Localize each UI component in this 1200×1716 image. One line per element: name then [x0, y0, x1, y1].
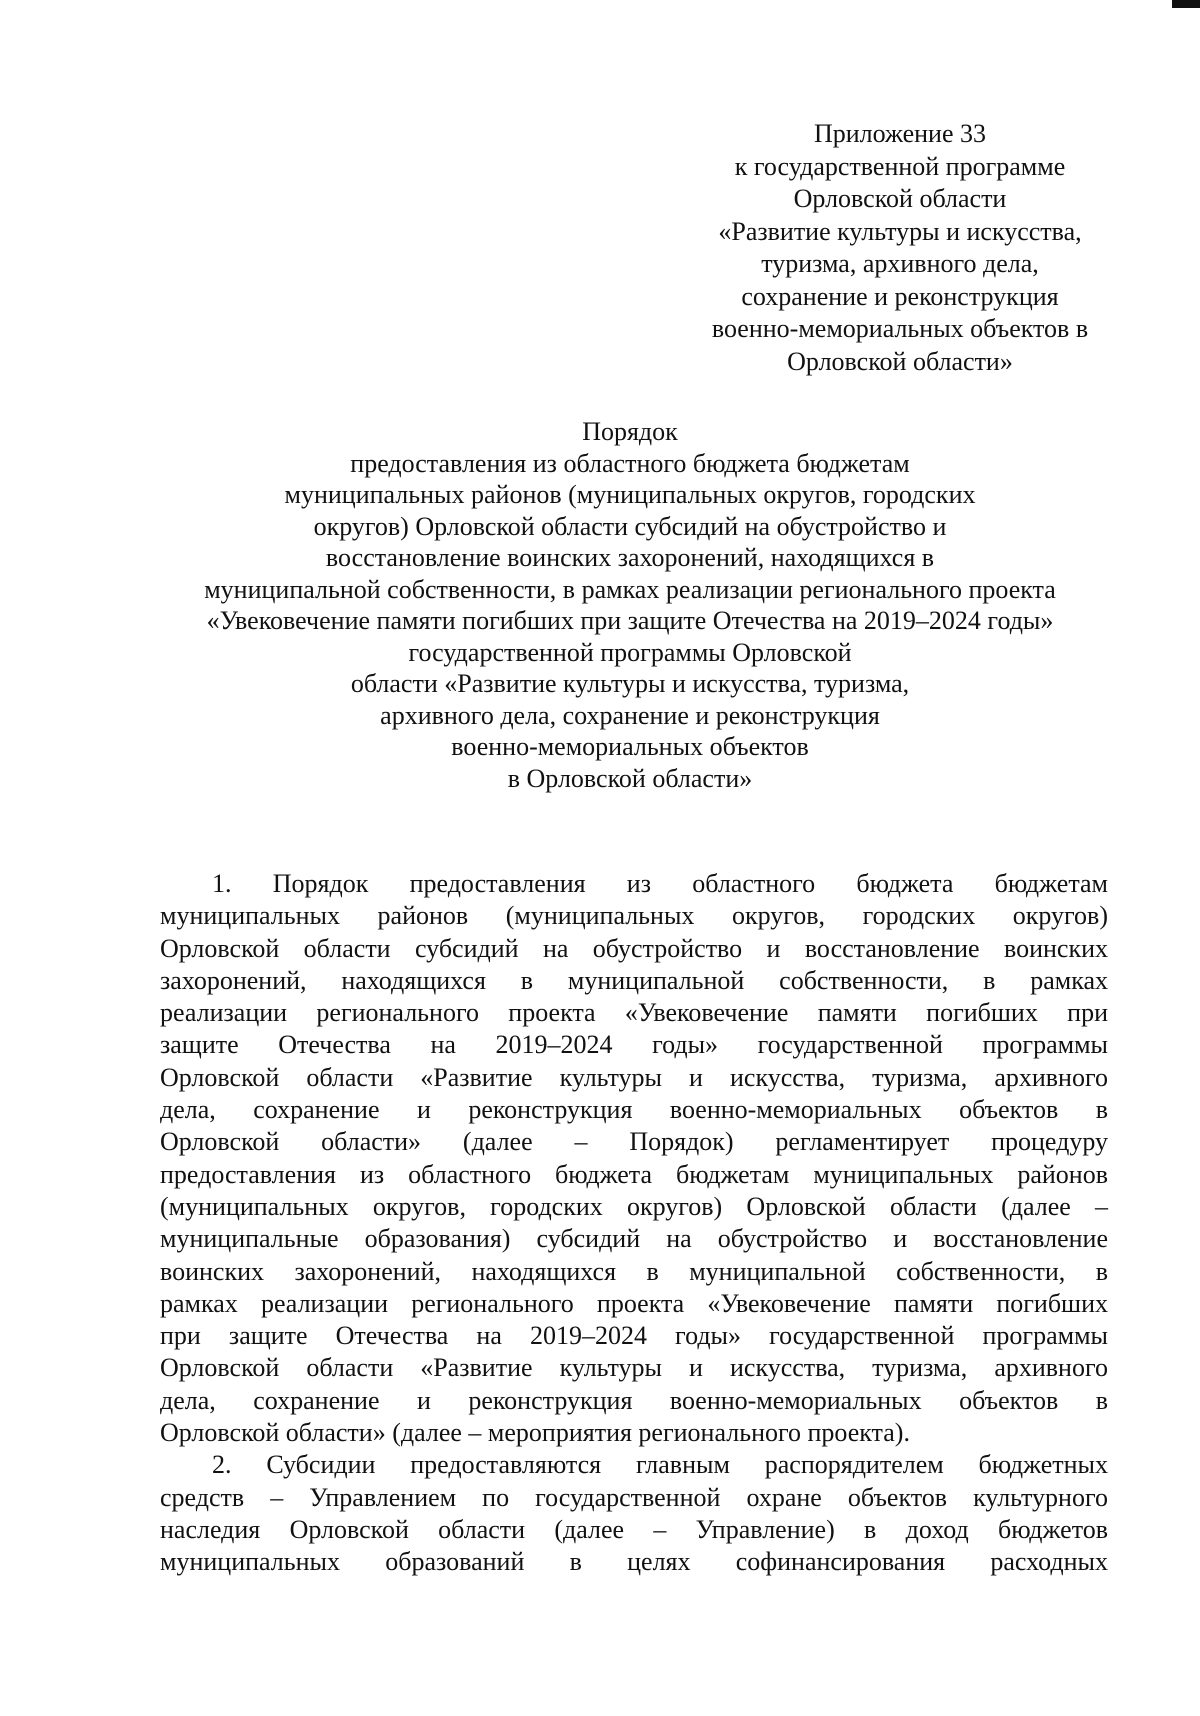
body-line: воинских захоронений, находящихся в муниципальной собственности, в — [160, 1256, 1108, 1286]
body-line: 2. Субсидии предоставляются главным распорядителем бюджетных — [212, 1450, 1108, 1480]
body-line: Орловской области «Развитие культуры и искусства, туризма, архивного — [160, 1062, 1108, 1092]
title-line: «Увековечение памяти погибших при защите Отечества на 2019–2024 годы» — [206, 606, 1054, 635]
body-line: Орловской области «Развитие культуры и искусства, туризма, архивного — [160, 1353, 1108, 1383]
body-line: Орловской области» (далее – мероприятия регионального проекта). — [160, 1418, 910, 1448]
title-line: восстановление воинских захоронений, находящихся в — [325, 543, 935, 572]
title-line: муниципальных районов (муниципальных округов, городских — [284, 480, 976, 509]
title-line: Порядок — [582, 417, 678, 446]
body-line: муниципальных образований в целях софинансирования расходных — [160, 1547, 1108, 1577]
body-line: (муниципальных округов, городских округов) Орловской области (далее – — [160, 1191, 1108, 1221]
body-line: муниципальные образования) субсидий на обустройство и восстановление — [160, 1224, 1108, 1254]
paragraph-1 — [160, 868, 1108, 1449]
body-line: при защите Отечества на 2019–2024 годы» государственной программы — [160, 1321, 1108, 1351]
body-line: реализации регионального проекта «Увековечение памяти погибших при — [160, 998, 1108, 1028]
body-line: средств – Управлением по государственной охране объектов культурного — [160, 1482, 1108, 1512]
title-line: государственной программы Орловской — [408, 637, 852, 667]
body-line: муниципальных районов (муниципальных округов, городских округов) — [160, 901, 1108, 931]
title-line: округов) Орловской области субсидий на обустройство и — [313, 511, 947, 541]
body-line: наследия Орловской области (далее – Управление) в доход бюджетов — [160, 1514, 1108, 1544]
appendix-line: Приложение 33 — [813, 119, 987, 148]
appendix-line: туризма, архивного дела, — [761, 249, 1039, 278]
body-line: рамках реализации регионального проекта «Увековечение памяти погибших — [160, 1288, 1108, 1318]
title-line: муниципальной собственности, в рамках реализации регионального проекта — [204, 574, 1056, 604]
title-line: военно-мемориальных объектов — [451, 732, 809, 761]
appendix-header — [690, 118, 1110, 378]
scan-corner-mark — [1172, 0, 1200, 8]
body-line: предоставления из областного бюджета бюджетам муниципальных районов — [160, 1159, 1108, 1189]
body-line: защите Отечества на 2019–2024 годы» государственной программы — [160, 1030, 1108, 1060]
title-line: в Орловской области» — [507, 763, 753, 793]
title-line: области «Развитие культуры и искусства, туризма, — [350, 669, 910, 698]
body-line: дела, сохранение и реконструкция военно-мемориальных объектов в — [160, 1385, 1108, 1415]
title-line: предоставления из областного бюджета бюджетам — [350, 448, 910, 478]
paragraph-2 — [160, 1449, 1108, 1578]
appendix-line: Орловской области — [793, 184, 1007, 213]
document-title — [130, 416, 1130, 794]
appendix-line: сохранение и реконструкция — [741, 281, 1059, 311]
appendix-line: военно-мемориальных объектов в — [711, 314, 1089, 343]
document-body — [160, 868, 1108, 1579]
body-line: захоронений, находящихся в муниципальной собственности, в рамках — [160, 965, 1108, 995]
title-line: архивного дела, сохранение и реконструкция — [380, 700, 880, 730]
body-line: дела, сохранение и реконструкция военно-мемориальных объектов в — [160, 1095, 1108, 1125]
body-line: Орловской области» (далее – Порядок) регламентирует процедуру — [160, 1127, 1108, 1157]
body-line: 1. Порядок предоставления из областного бюджета бюджетам — [212, 869, 1108, 898]
appendix-line: Орловской области» — [787, 346, 1013, 376]
body-line: Орловской области субсидий на обустройство и восстановление воинских — [160, 933, 1108, 963]
appendix-line: к государственной программе — [734, 151, 1066, 181]
appendix-line: «Развитие культуры и искусства, — [718, 216, 1082, 246]
